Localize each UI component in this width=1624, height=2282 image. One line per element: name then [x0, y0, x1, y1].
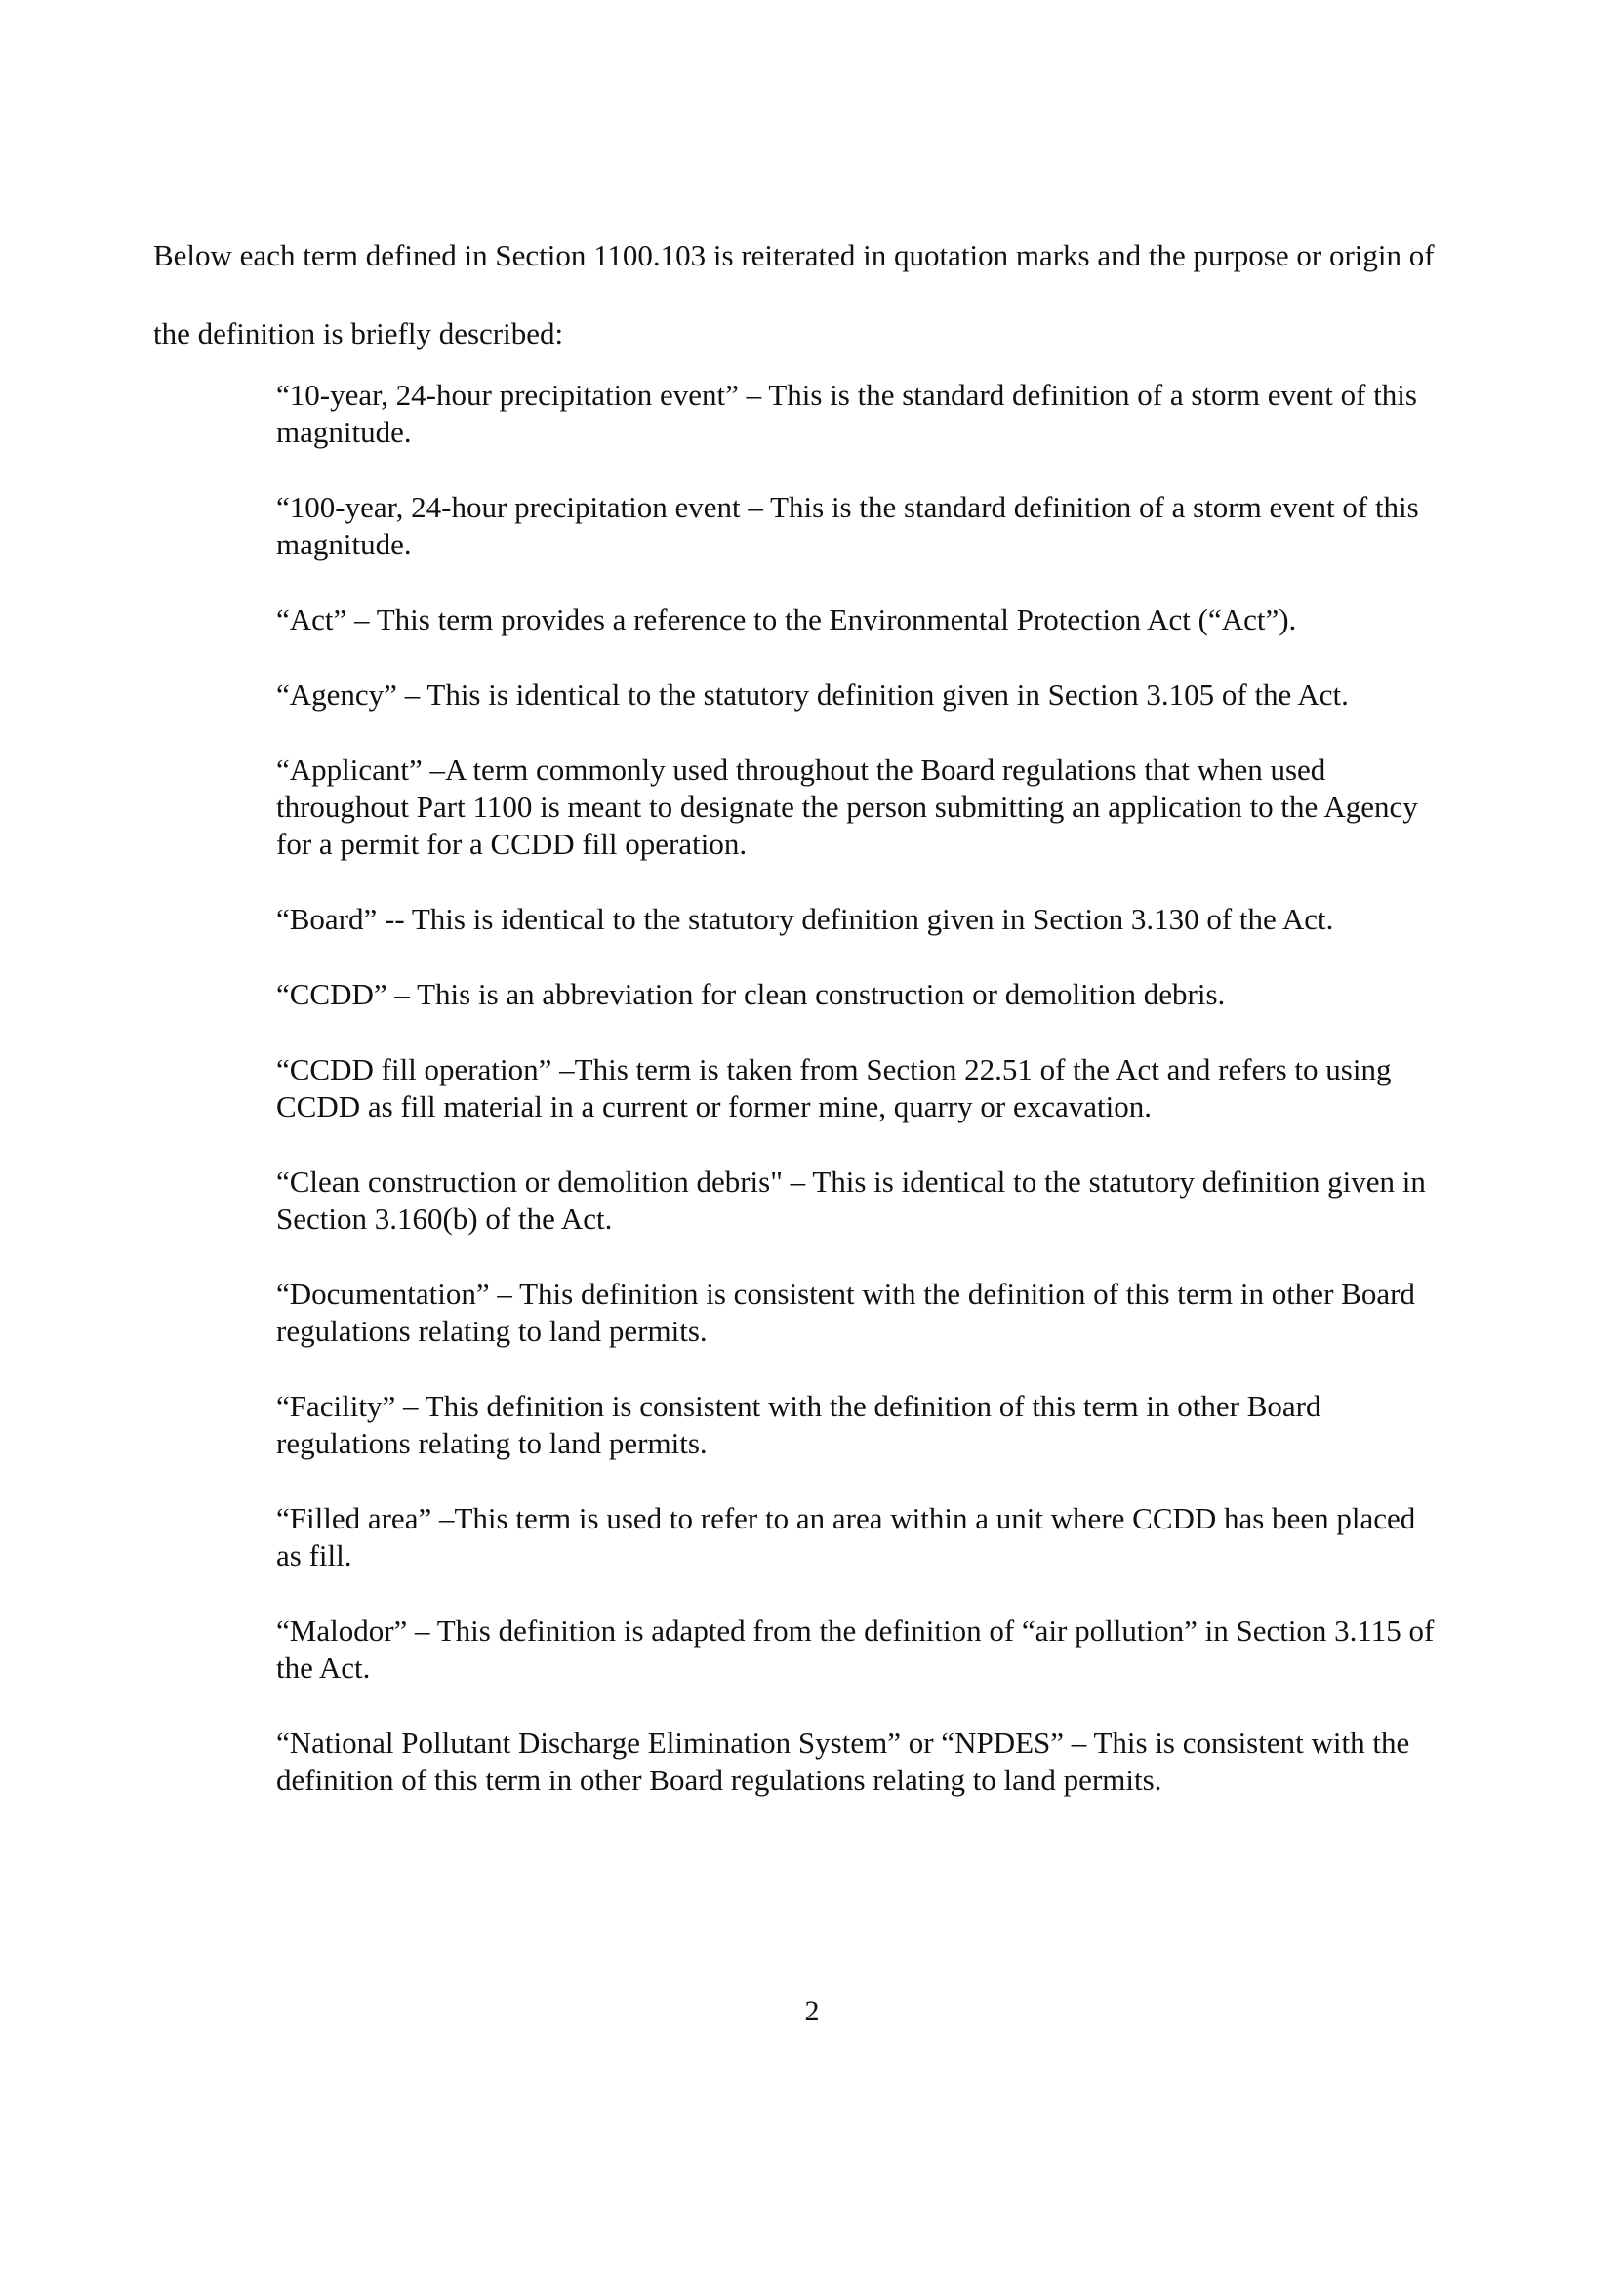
definition-description: – This is an abbreviation for clean construction or demolition debris. — [386, 977, 1226, 1011]
definition-description: – This is the standard definition of a storm event of this magnitude. — [276, 378, 1417, 449]
definition-item — [276, 752, 1447, 863]
definition-description: – This term provides a reference to the Environmental Protection Act (“Act”). — [346, 602, 1297, 636]
definition-description: – This definition is adapted from the definition of “air pollution” in Section 3.115 of the Act. — [276, 1613, 1435, 1685]
definition-description: –This term is used to refer to an area within a unit where CCDD has been placed as fill. — [276, 1501, 1416, 1572]
definition-item — [276, 1388, 1447, 1462]
definition-item — [276, 377, 1447, 451]
definition-item — [276, 489, 1447, 563]
intro-paragraph: Below each term defined in Section 1100.103 is reiterated in quotation marks and the purpose or origin of the definition is briefly described: — [153, 238, 1435, 350]
definition-description: –A term commonly used throughout the Board regulations that when used throughout Part 1100 is meant to designate the person submitting an application to the Agency for a permit for a CCDD fill operation. — [276, 753, 1418, 861]
definition-term: “National Pollutant Discharge Elimination System” or “NPDES” — [276, 1726, 1065, 1760]
definition-term: “10-year, 24-hour precipitation event” — [276, 378, 739, 412]
definition-item — [276, 676, 1447, 713]
definition-term: “Clean construction or demolition debris" — [276, 1164, 783, 1199]
definition-item — [276, 1612, 1447, 1687]
definition-item — [276, 1163, 1447, 1238]
definition-item — [276, 901, 1447, 938]
definition-description: – This definition is consistent with the definition of this term in other Board regulations relating to land permits. — [276, 1277, 1415, 1348]
definition-term: “Board” — [276, 902, 378, 936]
definition-term: “Act” — [276, 602, 347, 636]
definition-item — [276, 976, 1447, 1013]
definition-term: “CCDD fill operation” — [276, 1052, 552, 1086]
definition-item — [276, 1725, 1447, 1799]
definition-description: – This is the standard definition of a storm event of this magnitude. — [276, 490, 1419, 561]
definition-term: “Applicant” — [276, 753, 423, 787]
definition-term: “Filled area” — [276, 1501, 432, 1535]
definition-term: “Agency” — [276, 677, 397, 712]
definition-description: – This definition is consistent with the definition of this term in other Board regulations relating to land permits. — [276, 1389, 1321, 1460]
definitions-list — [276, 377, 1447, 1837]
definition-description: – This is identical to the statutory definition given in Section 3.160(b) of the Act. — [276, 1164, 1426, 1236]
definition-term: “Facility” — [276, 1389, 396, 1423]
definition-term: “CCDD” — [276, 977, 387, 1011]
definition-term: “100-year, 24-hour precipitation event — [276, 490, 741, 524]
definition-item — [276, 1276, 1447, 1350]
definition-term: “Documentation” — [276, 1277, 490, 1311]
definition-item — [276, 1051, 1447, 1125]
definition-description: – This is consistent with the definition of this term in other Board regulations relating to land permits. — [276, 1726, 1410, 1797]
definition-term: “Malodor” — [276, 1613, 408, 1648]
definition-item — [276, 1500, 1447, 1574]
page-number: 2 — [804, 1995, 820, 2027]
definition-description: –This term is taken from Section 22.51 of the Act and refers to using CCDD as fill material in a current or former mine, quarry or excavation. — [276, 1052, 1392, 1123]
definition-description: -- This is identical to the statutory definition given in Section 3.130 of the Act. — [377, 902, 1334, 936]
definition-item — [276, 601, 1447, 638]
definition-description: – This is identical to the statutory definition given in Section 3.105 of the Act. — [396, 677, 1349, 712]
